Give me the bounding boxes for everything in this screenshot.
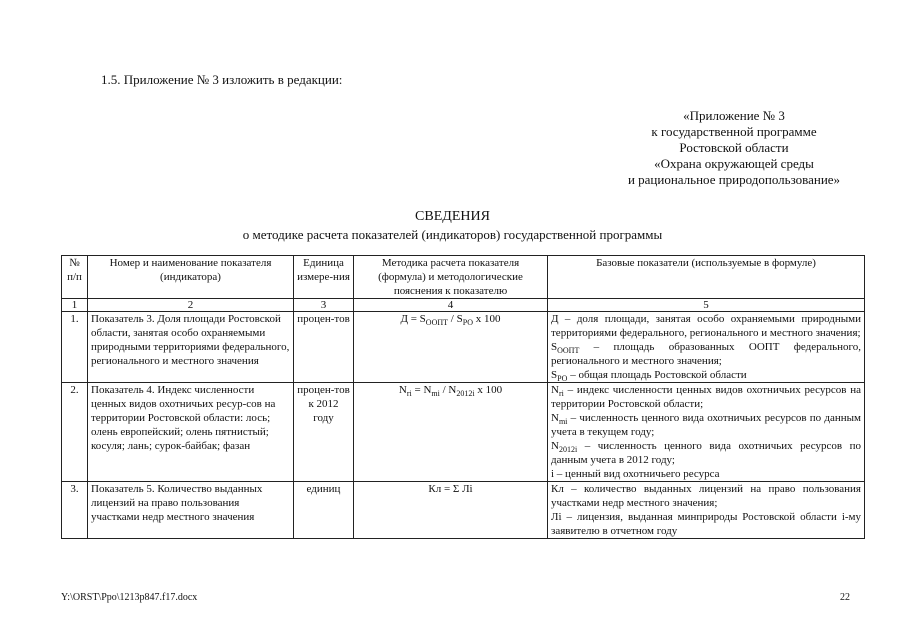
column-number: 1 [62, 299, 88, 312]
document-title: СВЕДЕНИЯ [415, 209, 490, 224]
row-formula [354, 312, 548, 383]
table-row [62, 312, 865, 383]
formula-part: x 100 [473, 313, 501, 325]
formula-sub: ri [406, 389, 412, 399]
formula-part: Д = S [400, 313, 426, 325]
intro-text: 1.5. Приложение № 3 изложить в редакции: [101, 72, 343, 87]
base-item: Д – доля площади, занятая особо охраняемыми природными территориями федерального, регионального и местного значения; [551, 313, 861, 339]
footer-file-path: Y:\ORST\Ppo\1213p847.f17.docx [61, 592, 198, 603]
row-indicator-name: Показатель 4. Индекс численности ценных видов охотничьих ресур-сов на территории Ростовской области: лось; олень европейский; олень пятнистый; косуля; лань; сурок-байбак; фазан [88, 383, 294, 482]
base-item: $S_{ООПТ}$ – площадь образованных ООПТ федерального, регионального и местного значения; [551, 341, 861, 367]
formula-part: x 100 [474, 384, 503, 396]
formula-part: / N [439, 384, 457, 396]
row-unit: процен-тов [294, 312, 354, 383]
table-row [62, 482, 865, 539]
formula-part: / S [448, 313, 463, 325]
header-base: Базовые показатели (используемые в формуле) [548, 256, 865, 299]
indicators-table [61, 255, 865, 539]
header-method: Методика расчета показателя (формула) и методологические пояснения к показателю [354, 256, 548, 299]
row-num: 2. [62, 383, 88, 482]
row-num: 1. [62, 312, 88, 383]
formula-sub: РО [462, 318, 474, 328]
table-header-row [62, 256, 865, 299]
formula-sub: 2012i [456, 389, 475, 399]
row-indicator-name: Показатель 3. Доля площади Ростовской области, занятая особо охраняемыми природными территориями федерального, регионального и местного значения [88, 312, 294, 383]
row-unit: процен-тов к 2012 году [294, 383, 354, 482]
formula-sub: mi [431, 389, 440, 399]
base-item: Кл – количество выданных лицензий на право пользования участками недр местного значения; [551, 483, 861, 509]
base-item: $N_{ri}$ – индекс численности ценных видов охотничьих ресурсов на территории Ростовской области; [551, 384, 861, 410]
row-base-indicators [548, 482, 865, 539]
column-number: 2 [88, 299, 294, 312]
footer-page-number: 22 [840, 592, 850, 603]
row-formula: Кл = Σ Лi [354, 482, 548, 539]
appendix-line: и рациональное природопользование» [627, 172, 841, 187]
row-indicator-name: Показатель 5. Количество выданных лицензий на право пользования участками недр местного значения [88, 482, 294, 539]
base-item: i – ценный вид охотничьего ресурса [551, 468, 720, 480]
appendix-line: «Приложение № 3 [683, 108, 785, 123]
formula-sub: ООПТ [425, 318, 449, 328]
base-item: $N_{2012i}$ – численность ценного вида охотничьих ресурсов по данным учета в 2012 году; [551, 440, 861, 466]
header-unit: Единица измере-ния [294, 256, 354, 299]
header-num: № п/п [62, 256, 88, 299]
row-base-indicators [548, 312, 865, 383]
table-row [62, 383, 865, 482]
document-subtitle: о методике расчета показателей (индикаторов) государственной программы [242, 227, 663, 242]
appendix-line: Ростовской области [679, 140, 789, 155]
column-number: 3 [294, 299, 354, 312]
formula-part: = N [411, 384, 432, 396]
row-unit: единиц [294, 482, 354, 539]
appendix-line: к государственной программе [651, 124, 817, 139]
column-number: 5 [548, 299, 865, 312]
column-number-row [62, 299, 865, 312]
formula-part: N [398, 384, 407, 396]
appendix-header [600, 108, 868, 188]
base-item: $N_{mi}$ – численность ценного вида охотничьих ресурсов по данным учета в текущем году; [551, 412, 861, 438]
appendix-line: «Охрана окружающей среды [654, 156, 814, 171]
column-number: 4 [354, 299, 548, 312]
row-formula [354, 383, 548, 482]
row-base-indicators [548, 383, 865, 482]
header-name: Номер и наименование показателя (индикатора) [88, 256, 294, 299]
base-item: $S_{РО}$ – общая площадь Ростовской области [551, 369, 747, 384]
row-num: 3. [62, 482, 88, 539]
base-item: Лi – лицензия, выданная минприроды Ростовской области i-му заявителю в отчетном году [551, 511, 861, 537]
